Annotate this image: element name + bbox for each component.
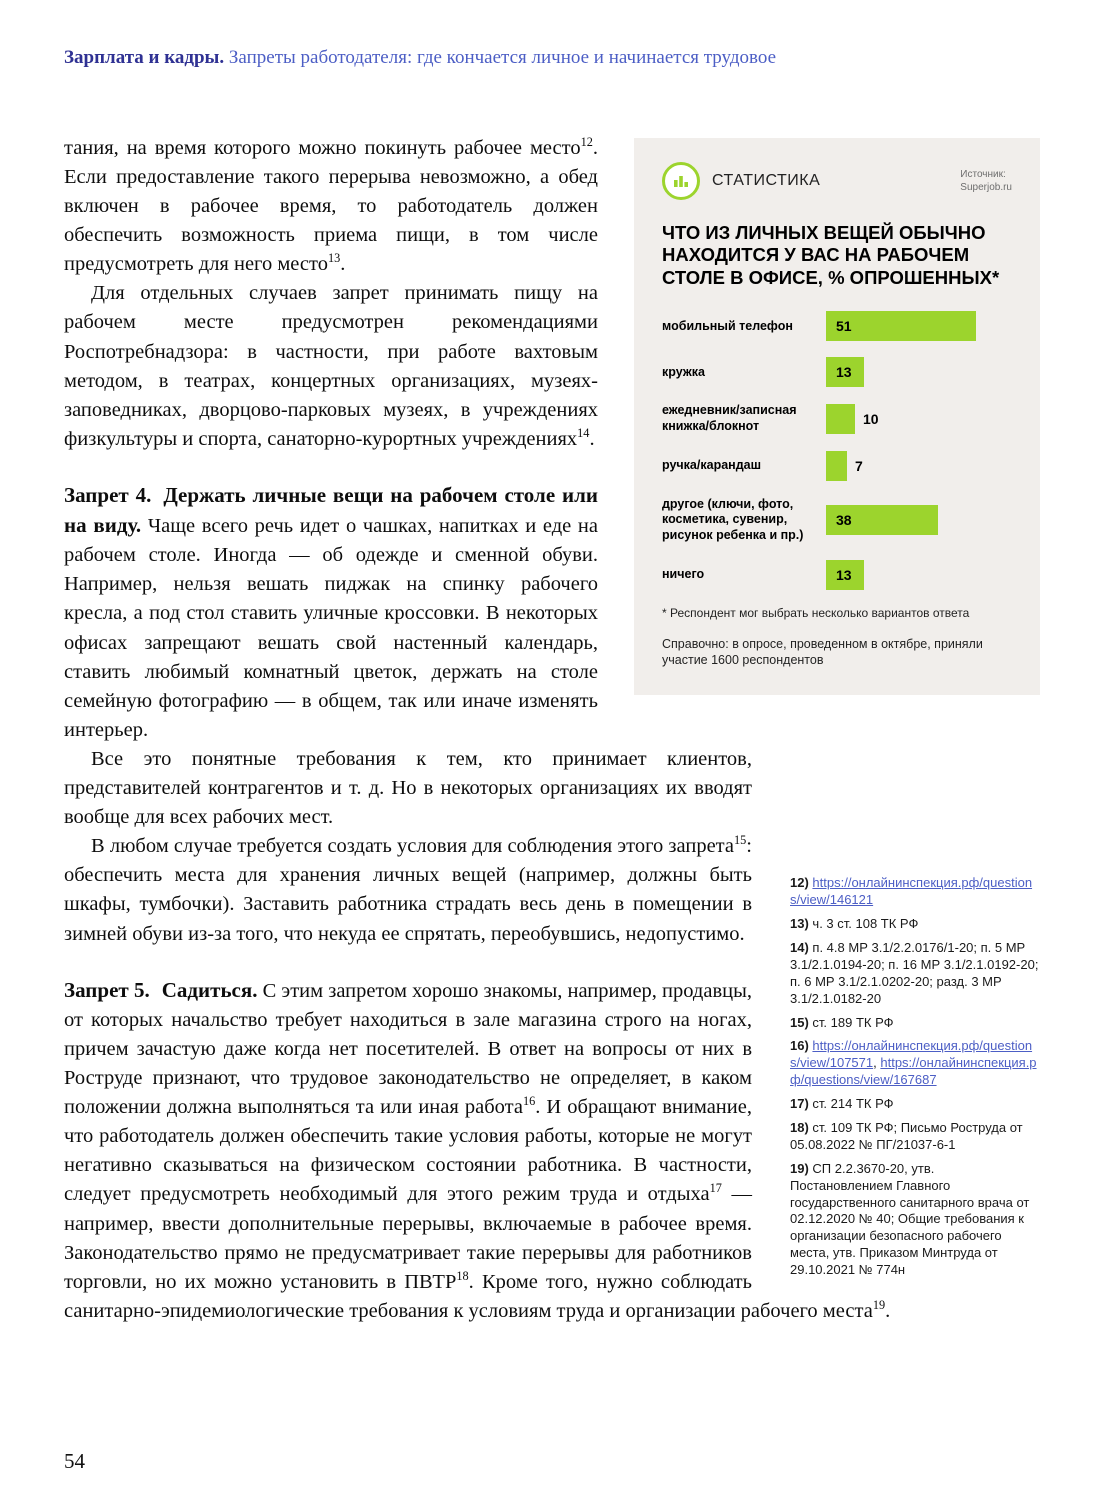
article-title: Запреты работодателя: где кончается личное и начинается трудовое	[228, 47, 777, 68]
body-paragraph: Все это понятные требования к тем, кто принимает клиентов, представителей контрагентов и т. д. Но в некоторых организациях их вводят вообще для всех рабочих мест.	[64, 747, 752, 829]
chart-value-label: 10	[863, 411, 879, 428]
body-paragraph: тания, на время которого можно покинуть рабочее место$^{12}$. Если предоставление такого перерыва невозможно, а обед включен в рабочее время, то работодатель должен обеспечить возможность приема пищи, в том числе предусмотреть для него место$^{13}$.	[64, 134, 598, 276]
statistics-panel-header	[662, 162, 1012, 200]
chart-title: ЧТО ИЗ ЛИЧНЫХ ВЕЩЕЙ ОБЫЧНО НАХОДИТСЯ У ВАС НА РАБОЧЕМ СТОЛЕ В ОФИСЕ, % ОПРОШЕННЫХ*	[662, 221, 1000, 288]
footnote-text: ст. 109 ТК РФ; Письмо Роструда от 05.08.2022 № ПГ/21037-6-1	[790, 1120, 1023, 1152]
footnote-text: п. 4.8 МР 3.1/2.2.0176/1-20; п. 5 МР 3.1/2.1.0194-20; п. 16 МР 3.1/2.1.0192-20; п. 6 МР 3.1/2.1.0202-20; разд. 3 МР 3.1/2.1.0182-20	[790, 939, 1039, 1006]
chart-bar	[826, 311, 976, 341]
footnote-ref: 18	[456, 1268, 469, 1283]
chart-row	[662, 311, 1012, 341]
chart-value-label: 13	[836, 566, 852, 583]
chart-bar-area	[826, 451, 1012, 481]
footnote-link[interactable]: https://онлайнинспекция.рф/questions/view/146121	[790, 875, 1033, 908]
chart-category-label: ежедневник/записная книжка/блокнот	[662, 403, 797, 434]
footnote-number: 17)	[790, 1096, 809, 1112]
chart-bar-area	[826, 357, 1012, 387]
chart-value-label: 7	[855, 457, 863, 474]
footnote-item	[790, 1096, 1040, 1113]
footnote-ref: 16	[522, 1094, 536, 1109]
footnote-text: ,	[873, 1055, 881, 1071]
footnote-item	[790, 1015, 1040, 1032]
chart-category-label: кружка	[662, 364, 705, 379]
page-content	[0, 134, 1104, 1326]
footnote-item	[790, 1038, 1040, 1089]
chart-category-label: мобильный телефон	[662, 318, 793, 333]
chart-value-label: 13	[836, 364, 852, 381]
footnote-number: 19)	[790, 1160, 809, 1176]
chart-row	[662, 357, 1012, 387]
footnote-ref: 12	[580, 134, 593, 149]
chart-bar-area	[826, 311, 1012, 341]
source-note	[960, 168, 1012, 194]
source-value: Superjob.ru	[960, 181, 1012, 193]
footnote-ref: 13	[327, 251, 341, 266]
footnote-item	[790, 1161, 1040, 1279]
footnote-item	[790, 940, 1040, 1008]
footnote-ref: 17	[709, 1181, 722, 1196]
chart-bar-area	[826, 404, 1012, 434]
chart-category-label: ничего	[662, 566, 705, 581]
footnote-number: 18)	[790, 1120, 809, 1135]
footnote-text: ст. 214 ТК РФ	[812, 1096, 894, 1112]
footnote-number: 13)	[790, 916, 809, 932]
chart-bar	[826, 505, 938, 535]
chart-bar	[826, 357, 864, 387]
footnote-link[interactable]: https://онлайнинспекция.рф/questions/view/167687	[790, 1055, 1037, 1088]
zapret-5-text: С этим запретом хорошо знакомы, например, продавцы, от которых начальство требует находиться в зале магазина строго на ногах, причем зачастую даже когда нет посетителей. В ответ на вопросы от них в Роструде признают, что трудовое законодательство не определяет, в каком положении должна выполняться та или иная работа$^{16}$. И обращают внимание, что работодатель должен обеспечить такие условия работы, которые не могут негативно сказываться на физическом состоянии работника. В частности, следует предусмотреть необходимый для этого режим труда и отдыха$^{17}$ — например, ввести дополнительные перерывы, включаемые в рабочее время. Законодательство прямо не предусматривает такие перерывы для работников торговли, но их можно установить в ПВТР$^{18}$. Кроме того, нужно соблюдать санитарно-эпидемиологические требования к условиям труда и организации рабочего места$^{19}$.	[64, 979, 891, 1322]
chart-row	[662, 560, 1012, 590]
chart-bar-area	[826, 505, 1012, 535]
footnote-number: 15)	[790, 1014, 809, 1030]
footnote-ref: 15	[734, 833, 747, 848]
chart-category-label: другое (ключи, фото, косметика, сувенир, рисунок ребенка и пр.)	[662, 496, 804, 542]
page-number: 54	[64, 1449, 85, 1473]
footnote-text: ч. 3 ст. 108 ТК РФ	[812, 916, 919, 932]
chart-row	[662, 403, 1012, 434]
statistics-label: СТАТИСТИКА	[712, 171, 821, 189]
footnote-link[interactable]: https://онлайнинспекция.рф/questions/view/107571	[790, 1038, 1033, 1071]
footnote-item	[790, 875, 1040, 909]
chart-footnote: * Респондент мог выбрать несколько вариантов ответа	[662, 605, 970, 620]
footnote-ref: 19	[872, 1298, 886, 1313]
bar-chart-icon	[662, 162, 700, 200]
zapret-4-heading: Держать личные вещи на рабочем столе или на виду.	[64, 482, 598, 538]
footnotes-column	[790, 875, 1040, 1286]
bar-chart	[662, 311, 1012, 589]
zapret-5-number: Запрет 5.	[64, 977, 150, 1002]
body-paragraph: В любом случае требуется создать условия для соблюдения этого запрета$^{15}$: обеспечить места для хранения личных вещей (например, должны быть шкафы, тумбочки). Заставить работника страдать весь день в помещении в зимней обуви из-за того, что некуда ее спрятать, переобувшись, недопустимо.	[64, 833, 752, 945]
footnote-text: ст. 189 ТК РФ	[812, 1014, 894, 1030]
footnote-number: 16)	[790, 1038, 809, 1054]
chart-bar-area	[826, 560, 1012, 590]
survey-reference: Справочно: в опросе, проведенном в октябре, приняли участие 1600 респондентов	[662, 636, 983, 668]
footnote-number: 12)	[790, 875, 809, 891]
section-title: Зарплата и кадры.	[64, 47, 225, 68]
chart-value-label: 51	[836, 318, 852, 335]
footnote-ref: 14	[577, 426, 590, 441]
statistics-panel	[634, 138, 1040, 696]
footnote-text: СП 2.2.3670-20, утв. Постановлением Главного государственного санитарного врача от 02.12.2020 № 40; Общие требования к организации безопасного рабочего места, утв. Приказом Минтруда от 29.10.2021 № 774н	[790, 1160, 1030, 1278]
chart-category-label: ручка/карандаш	[662, 457, 762, 472]
zapret-5-heading: Садиться.	[161, 977, 258, 1002]
chart-bar	[826, 560, 864, 590]
footnote-item	[790, 1120, 1040, 1154]
body-paragraph: Для отдельных случаев запрет принимать пищу на рабочем месте предусмотрен рекомендациями Роспотребнадзора: в частности, при работе вахтовым методом, в театрах, концертных организациях, музеях-заповедниках, дворцово-парковых музеях, в учреждениях физкультуры и спорта, санаторно-курортных учреждениях$^{14}$.	[64, 282, 598, 450]
chart-row	[662, 451, 1012, 481]
chart-value-label: 38	[836, 512, 852, 529]
zapret-4-text: Чаще всего речь идет о чашках, напитках и еде на рабочем столе. Иногда — об одежде и сменной обуви. Например, нельзя вешать пиджак на спинку рабочего кресла, а под стол ставить уличные кроссовки. В некоторых офисах запрещают вешать свой настенный календарь, ставить любимый комнатный цветок, держать на столе семейную фотографию — в общем, так или иначе изменять интерьер.	[64, 515, 599, 741]
page-header	[0, 0, 1104, 70]
source-label: Источник:	[960, 168, 1006, 180]
chart-bar	[826, 451, 847, 481]
footnote-item	[790, 916, 1040, 933]
chart-bar	[826, 404, 855, 434]
chart-row	[662, 497, 1012, 544]
zapret-4-number: Запрет 4.	[64, 482, 152, 507]
footnote-number: 14)	[790, 939, 809, 955]
